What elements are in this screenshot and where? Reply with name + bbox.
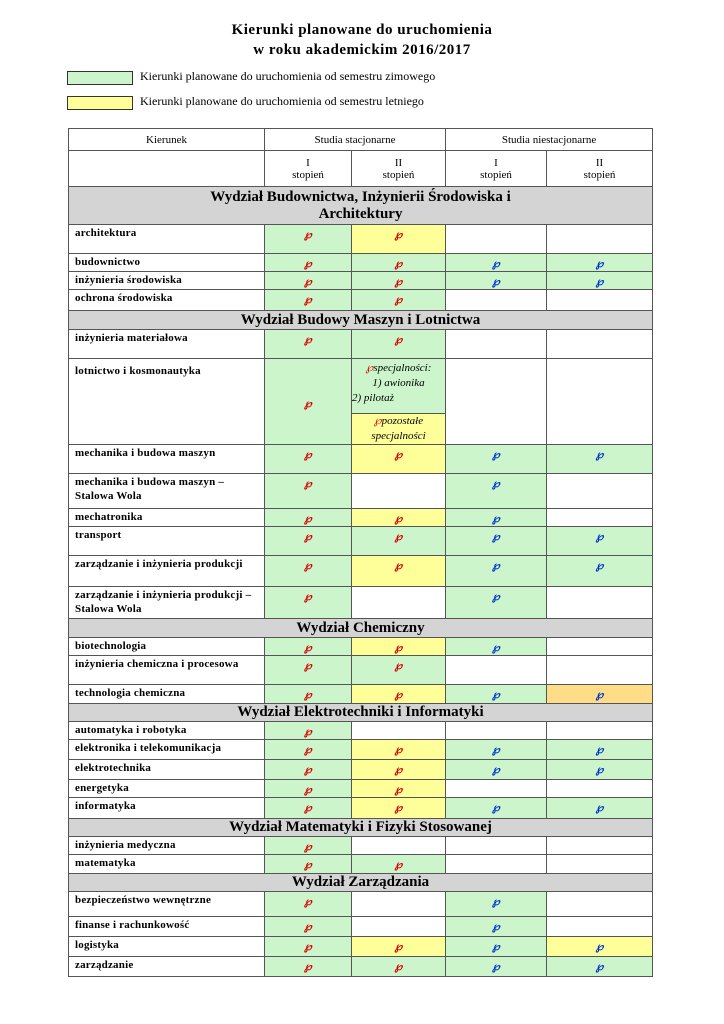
course-name: zarządzanie xyxy=(69,957,265,977)
table-row xyxy=(69,474,653,509)
course-name: zarządzanie i inżynieria produkcji – Stalowa Wola xyxy=(69,587,265,619)
mark-icon: ℘ xyxy=(304,726,312,738)
header-degree-row xyxy=(69,151,653,187)
faculty-row xyxy=(69,704,653,722)
mark-icon: ℘ xyxy=(304,334,312,346)
table-cell xyxy=(352,445,446,474)
course-name: inżynieria materiałowa xyxy=(69,330,265,359)
table-cell xyxy=(265,509,352,527)
table-cell xyxy=(352,722,446,740)
course-name: inżynieria medyczna xyxy=(69,837,265,855)
table-cell xyxy=(446,780,547,798)
legend-winter-text: Kierunki planowane do uruchomienia od semestru zimowego xyxy=(140,69,436,83)
mark-icon: ℘ xyxy=(304,961,312,973)
mark-icon: ℘ xyxy=(304,591,312,603)
table-row xyxy=(69,359,653,445)
table-cell xyxy=(547,760,653,780)
table-cell xyxy=(547,957,653,977)
course-name: matematyka xyxy=(69,855,265,874)
lotnictwo-spec-cell: ℘specjalności: 1) awionika 2) pilotaż ℘pozostałe specjalności xyxy=(352,359,446,445)
course-name: elektrotechnika xyxy=(69,760,265,780)
table-cell xyxy=(446,330,547,359)
mark-icon: ℘ xyxy=(304,513,312,525)
table-cell xyxy=(265,937,352,957)
table-cell xyxy=(352,254,446,272)
table-row xyxy=(69,225,653,254)
table-row xyxy=(69,740,653,760)
mark-icon: ℘ xyxy=(304,859,312,871)
table-cell xyxy=(547,445,653,474)
table-cell xyxy=(446,937,547,957)
table-cell xyxy=(265,638,352,656)
table-row xyxy=(69,527,653,556)
table-cell xyxy=(352,937,446,957)
mark-icon: ℘ xyxy=(595,258,604,270)
table-cell xyxy=(265,254,352,272)
course-name: mechanika i budowa maszyn – Stalowa Wola xyxy=(69,474,265,509)
course-name: technologia chemiczna xyxy=(69,685,265,704)
legend-winter-swatch xyxy=(67,71,133,85)
table-row xyxy=(69,509,653,527)
header-kierunek: Kierunek xyxy=(69,129,265,151)
table-row xyxy=(69,837,653,855)
table-cell xyxy=(446,917,547,937)
mark-icon: ℘ xyxy=(595,744,604,756)
table-cell xyxy=(352,917,446,937)
mark-icon: ℘ xyxy=(394,258,403,270)
mark-icon: ℘ xyxy=(304,841,312,853)
table-cell xyxy=(352,509,446,527)
table-cell xyxy=(265,656,352,685)
mark-icon: ℘ xyxy=(492,961,500,973)
page-title-line-2: w roku akademickim 2016/2017 xyxy=(253,42,471,58)
table-cell xyxy=(446,638,547,656)
table-cell xyxy=(446,685,547,704)
table-cell xyxy=(547,892,653,917)
mark-icon: ℘ xyxy=(492,802,500,814)
table-cell xyxy=(265,957,352,977)
mark-icon: ℘ xyxy=(595,531,604,543)
table-cell xyxy=(446,855,547,874)
table-row xyxy=(69,254,653,272)
table-cell xyxy=(547,509,653,527)
faculty-title: Wydział Matematyki i Fizyki Stosowanej xyxy=(69,819,653,837)
table-cell xyxy=(547,587,653,619)
faculty-row xyxy=(69,311,653,330)
faculty-row xyxy=(69,819,653,837)
mark-icon: ℘ xyxy=(394,859,403,871)
table-cell xyxy=(352,685,446,704)
mark-icon: ℘ xyxy=(304,660,312,672)
table-cell xyxy=(265,445,352,474)
table-cell xyxy=(446,556,547,587)
table-cell xyxy=(352,798,446,819)
legend-summer-text: Kierunki planowane do uruchomienia od semestru letniego xyxy=(140,94,424,108)
mark-icon: ℘ xyxy=(394,294,403,306)
table-cell xyxy=(265,740,352,760)
mark-icon: ℘ xyxy=(304,397,312,410)
table-cell xyxy=(265,527,352,556)
table-cell xyxy=(352,638,446,656)
table-cell xyxy=(265,837,352,855)
table-cell xyxy=(547,685,653,704)
table-cell xyxy=(547,740,653,760)
faculty-row xyxy=(69,874,653,892)
table-cell xyxy=(547,937,653,957)
mark-icon: ℘ xyxy=(304,560,312,572)
table-cell xyxy=(352,587,446,619)
course-name: inżynieria środowiska xyxy=(69,272,265,290)
table-cell xyxy=(265,359,352,445)
course-name: logistyka xyxy=(69,937,265,957)
mark-icon: ℘ xyxy=(304,276,312,288)
mark-icon: ℘ xyxy=(492,896,500,908)
table-row xyxy=(69,685,653,704)
mark-icon: ℘ xyxy=(304,478,312,490)
table-cell xyxy=(265,474,352,509)
table-cell xyxy=(265,798,352,819)
table-cell xyxy=(265,892,352,917)
mark-icon: ℘ xyxy=(595,449,604,461)
table-cell xyxy=(265,330,352,359)
mark-icon: ℘ xyxy=(492,591,500,603)
table-row xyxy=(69,656,653,685)
mark-icon: ℘ xyxy=(492,764,500,776)
table-cell xyxy=(446,359,547,445)
faculty-title: Wydział Elektrotechniki i Informatyki xyxy=(69,704,653,722)
table-row xyxy=(69,587,653,619)
mark-icon: ℘ xyxy=(492,642,500,654)
course-name: elektronika i telekomunikacja xyxy=(69,740,265,760)
table-row xyxy=(69,290,653,311)
mark-icon: ℘ xyxy=(394,560,403,572)
mark-icon: ℘ xyxy=(373,415,382,427)
mark-icon: ℘ xyxy=(492,560,500,572)
course-name: budownictwo xyxy=(69,254,265,272)
table-cell xyxy=(352,225,446,254)
mark-icon: ℘ xyxy=(394,689,403,701)
table-cell xyxy=(265,556,352,587)
mark-icon: ℘ xyxy=(394,961,403,973)
mark-icon: ℘ xyxy=(304,941,312,953)
course-name: automatyka i robotyka xyxy=(69,722,265,740)
mark-icon: ℘ xyxy=(492,744,500,756)
table-cell xyxy=(352,760,446,780)
table-cell xyxy=(446,527,547,556)
table-cell xyxy=(352,957,446,977)
table-cell xyxy=(446,474,547,509)
table-cell xyxy=(547,254,653,272)
table-cell xyxy=(547,290,653,311)
table-cell xyxy=(265,722,352,740)
table-cell xyxy=(446,656,547,685)
course-name: ochrona środowiska xyxy=(69,290,265,311)
table-row xyxy=(69,937,653,957)
table-cell xyxy=(446,740,547,760)
table-cell xyxy=(265,855,352,874)
faculty-row xyxy=(69,619,653,638)
mark-icon: ℘ xyxy=(595,276,604,288)
table-cell xyxy=(446,290,547,311)
course-name: mechanika i budowa maszyn xyxy=(69,445,265,474)
courses-table xyxy=(68,128,653,977)
table-cell xyxy=(265,272,352,290)
mark-icon: ℘ xyxy=(595,689,604,701)
course-name: biotechnologia xyxy=(69,638,265,656)
table-cell xyxy=(446,798,547,819)
header-n2: II stopień xyxy=(547,151,653,187)
header-niestacjonarne: Studia niestacjonarne xyxy=(446,129,653,151)
mark-icon: ℘ xyxy=(492,276,500,288)
table-row xyxy=(69,798,653,819)
table-cell xyxy=(69,151,265,187)
legend-summer-swatch xyxy=(67,96,133,110)
mark-icon: ℘ xyxy=(492,449,500,461)
table-cell xyxy=(265,760,352,780)
mark-icon: ℘ xyxy=(304,921,312,933)
course-name: lotnictwo i kosmonautyka xyxy=(69,359,265,445)
table-cell xyxy=(547,359,653,445)
table-row xyxy=(69,892,653,917)
table-cell xyxy=(352,855,446,874)
mark-icon: ℘ xyxy=(492,689,500,701)
table-cell xyxy=(352,556,446,587)
mark-icon: ℘ xyxy=(492,258,500,270)
mark-icon: ℘ xyxy=(304,642,312,654)
mark-icon: ℘ xyxy=(492,531,500,543)
mark-icon: ℘ xyxy=(304,258,312,270)
faculty-title: Wydział Zarządzania xyxy=(69,874,653,892)
mark-icon: ℘ xyxy=(394,449,403,461)
faculty-title: Wydział Budowy Maszyn i Lotnictwa xyxy=(69,311,653,330)
mark-icon: ℘ xyxy=(304,689,312,701)
mark-icon: ℘ xyxy=(304,802,312,814)
table-cell xyxy=(352,892,446,917)
mark-icon: ℘ xyxy=(394,642,403,654)
table-cell xyxy=(547,798,653,819)
table-cell xyxy=(352,290,446,311)
table-row xyxy=(69,957,653,977)
table-row xyxy=(69,855,653,874)
mark-icon: ℘ xyxy=(394,660,403,672)
table-cell xyxy=(547,556,653,587)
table-cell xyxy=(547,272,653,290)
mark-icon: ℘ xyxy=(394,513,403,525)
mark-icon: ℘ xyxy=(394,744,403,756)
table-row xyxy=(69,722,653,740)
mark-icon: ℘ xyxy=(595,961,604,973)
mark-icon: ℘ xyxy=(304,449,312,461)
course-name: inżynieria chemiczna i procesowa xyxy=(69,656,265,685)
page-title-line-1: Kierunki planowane do uruchomienia xyxy=(231,22,493,38)
mark-icon: ℘ xyxy=(394,276,403,288)
mark-icon: ℘ xyxy=(304,531,312,543)
table-cell xyxy=(265,225,352,254)
table-cell xyxy=(446,254,547,272)
header-s1: I stopień xyxy=(265,151,352,187)
table-cell xyxy=(352,780,446,798)
mark-icon: ℘ xyxy=(595,802,604,814)
table-cell xyxy=(265,685,352,704)
table-cell xyxy=(352,272,446,290)
mark-icon: ℘ xyxy=(595,764,604,776)
table-cell xyxy=(547,330,653,359)
table-cell xyxy=(547,225,653,254)
faculty-row xyxy=(69,187,653,225)
mark-icon: ℘ xyxy=(394,229,403,241)
header-stacjonarne: Studia stacjonarne xyxy=(265,129,446,151)
table-row xyxy=(69,330,653,359)
table-cell xyxy=(547,837,653,855)
mark-icon: ℘ xyxy=(304,896,312,908)
table-cell xyxy=(446,272,547,290)
table-cell xyxy=(265,780,352,798)
table-cell xyxy=(352,656,446,685)
faculty-title: Wydział Chemiczny xyxy=(69,619,653,638)
header-s2: II stopień xyxy=(352,151,446,187)
course-name: transport xyxy=(69,527,265,556)
table-cell xyxy=(446,509,547,527)
table-row xyxy=(69,272,653,290)
course-name: finanse i rachunkowość xyxy=(69,917,265,937)
header-row xyxy=(69,129,653,151)
table-cell xyxy=(446,837,547,855)
table-cell xyxy=(547,917,653,937)
table-row xyxy=(69,760,653,780)
table-cell xyxy=(547,656,653,685)
course-name: architektura xyxy=(69,225,265,254)
table-cell xyxy=(352,837,446,855)
mark-icon: ℘ xyxy=(394,941,403,953)
mark-icon: ℘ xyxy=(595,941,604,953)
table-row xyxy=(69,638,653,656)
table-cell xyxy=(547,780,653,798)
mark-icon: ℘ xyxy=(304,294,312,306)
table-cell xyxy=(547,638,653,656)
course-name: bezpieczeństwo wewnętrzne xyxy=(69,892,265,917)
table-cell xyxy=(446,957,547,977)
mark-icon: ℘ xyxy=(365,362,374,374)
mark-icon: ℘ xyxy=(394,802,403,814)
table-cell xyxy=(352,527,446,556)
table-cell xyxy=(446,445,547,474)
course-name: mechatronika xyxy=(69,509,265,527)
course-name: zarządzanie i inżynieria produkcji xyxy=(69,556,265,587)
mark-icon: ℘ xyxy=(492,941,500,953)
faculty-title: Wydział Budownictwa, Inżynierii Środowiska i Architektury xyxy=(69,187,653,225)
table-cell xyxy=(446,587,547,619)
table-row xyxy=(69,780,653,798)
table-cell xyxy=(265,290,352,311)
mark-icon: ℘ xyxy=(304,744,312,756)
mark-icon: ℘ xyxy=(304,229,312,241)
table-cell xyxy=(265,587,352,619)
mark-icon: ℘ xyxy=(304,784,312,796)
table-cell xyxy=(547,855,653,874)
table-row xyxy=(69,556,653,587)
header-n1: I stopień xyxy=(446,151,547,187)
table-cell xyxy=(446,760,547,780)
table-cell xyxy=(446,225,547,254)
mark-icon: ℘ xyxy=(394,334,403,346)
table-cell xyxy=(265,917,352,937)
table-cell xyxy=(352,740,446,760)
mark-icon: ℘ xyxy=(492,921,500,933)
mark-icon: ℘ xyxy=(304,764,312,776)
table-row xyxy=(69,917,653,937)
course-name: informatyka xyxy=(69,798,265,819)
table-cell xyxy=(352,330,446,359)
mark-icon: ℘ xyxy=(394,531,403,543)
table-cell xyxy=(446,892,547,917)
table-cell xyxy=(352,474,446,509)
table-cell xyxy=(547,722,653,740)
mark-icon: ℘ xyxy=(595,560,604,572)
mark-icon: ℘ xyxy=(394,784,403,796)
mark-icon: ℘ xyxy=(394,764,403,776)
table-row xyxy=(69,445,653,474)
course-name: energetyka xyxy=(69,780,265,798)
mark-icon: ℘ xyxy=(492,478,500,490)
table-cell xyxy=(547,527,653,556)
table-cell xyxy=(446,722,547,740)
mark-icon: ℘ xyxy=(492,513,500,525)
table-cell xyxy=(547,474,653,509)
